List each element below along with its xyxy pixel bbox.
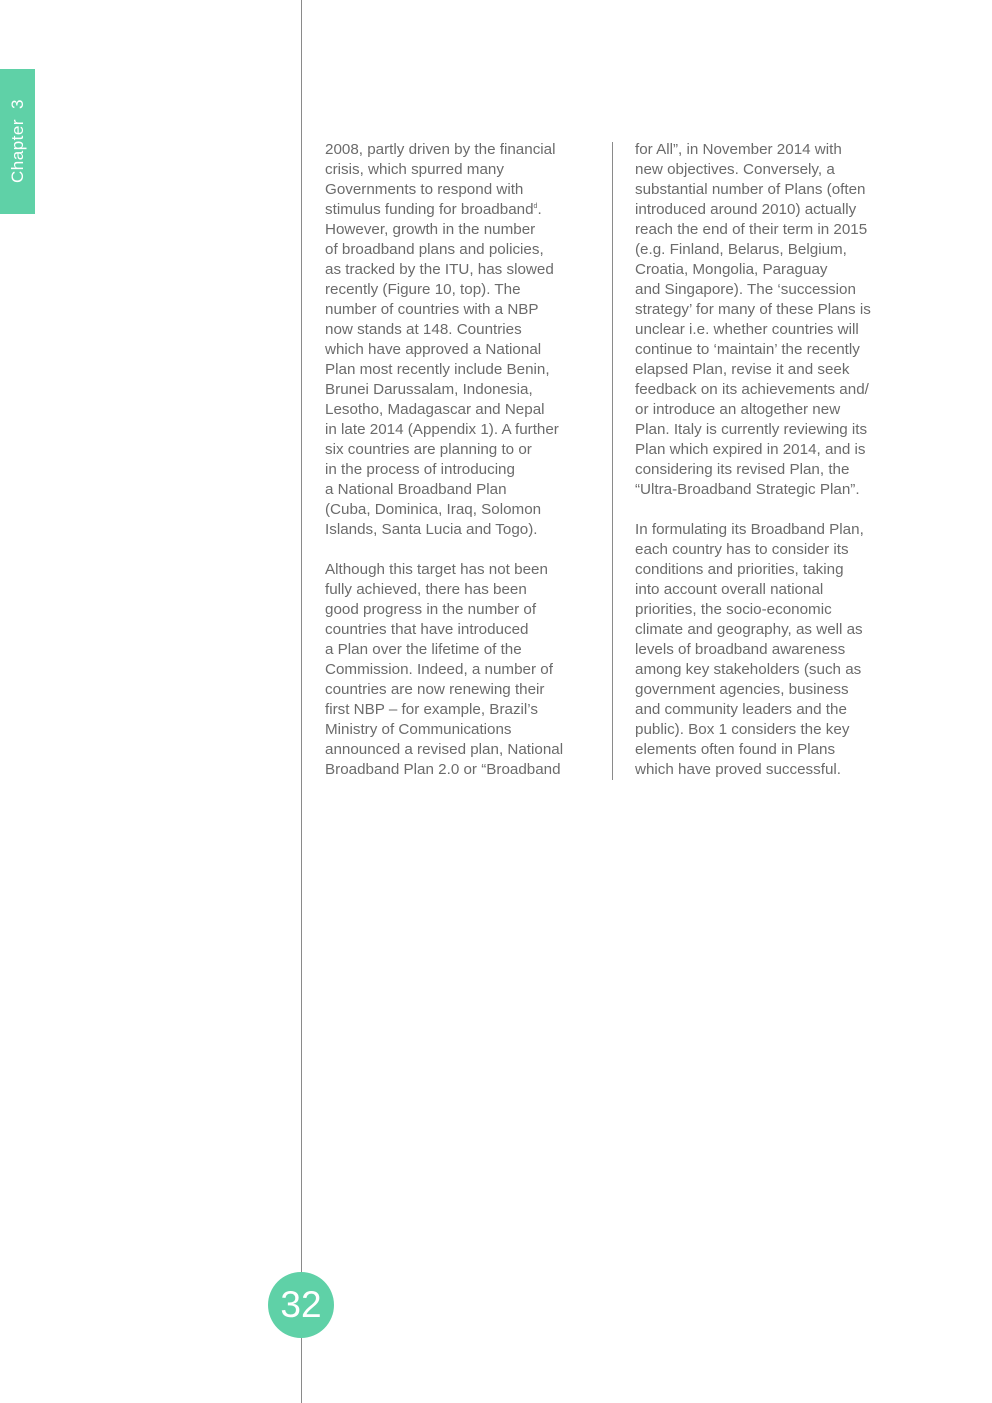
footnote-reference: d [533,202,538,210]
paragraph-text: . However, growth in the number of broadband plans and policies, as tracked by the ITU, has slowed recently (Figure 10, top). The number of countries with a NBP now stands at 148. Countries which have approved a National Plan most recently include Benin, Brunei Darussalam, Indonesia, Lesotho, Madagascar and Nepal in late 2014 (Appendix 1). A further six countries are planning to or in the process of introducing a National Broadband Plan (Cuba, Dominica, Iraq, Solomon Islands, Santa Lucia and Togo). [325,201,559,538]
chapter-number: 3 [7,99,27,109]
text-column-left [325,140,595,800]
chapter-tab [0,69,35,214]
column-divider [612,142,613,780]
paragraph-text: 2008, partly driven by the financial crisis, which spurred many Governments to respond with stimulus funding for broadband [325,141,556,218]
paragraph-financial-crisis [325,140,595,540]
chapter-word: Chapter [7,118,27,183]
page-number: 32 [280,1284,322,1325]
paragraph-succession-strategy: for All”, in November 2014 with new objectives. Conversely, a substantial number of Plans (often introduced around 2010) actually reach the end of their term in 2015 (e.g. Finland, Belarus, Belgium, Croatia, Mongolia, Paraguay and Singapore). The ‘succession strategy’ for many of these Plans is unclear i.e. whether countries will continue to ‘maintain’ the recently elapsed Plan, revise it and seek feedback on its achievements and/ or introduce an altogether new Plan. Italy is currently reviewing its Plan which expired in 2014, and is considering its revised Plan, the “Ultra-Broadband Strategic Plan”. [635,141,871,498]
paragraph-target-progress: Although this target has not been fully achieved, there has been good progress in the number of countries that have introduced a Plan over the lifetime of the Commission. Indeed, a number of countries are now renewing their first NBP – for example, Brazil’s Ministry of Communications announced a revised plan, National Broadband Plan 2.0 or “Broadband [325,561,564,778]
text-column-right [635,140,910,800]
paragraph-formulating-plan: In formulating its Broadband Plan, each country has to consider its conditions and priorities, taking into account overall national priorities, the socio-economic climate and geography, as well as levels of broadband awareness among key stakeholders (such as government agencies, business and community leaders and the public). Box 1 considers the key elements often found in Plans which have proved successful. [635,521,864,778]
chapter-label [8,99,28,183]
page-number-badge [268,1272,334,1338]
page-vertical-rule [301,0,302,1403]
